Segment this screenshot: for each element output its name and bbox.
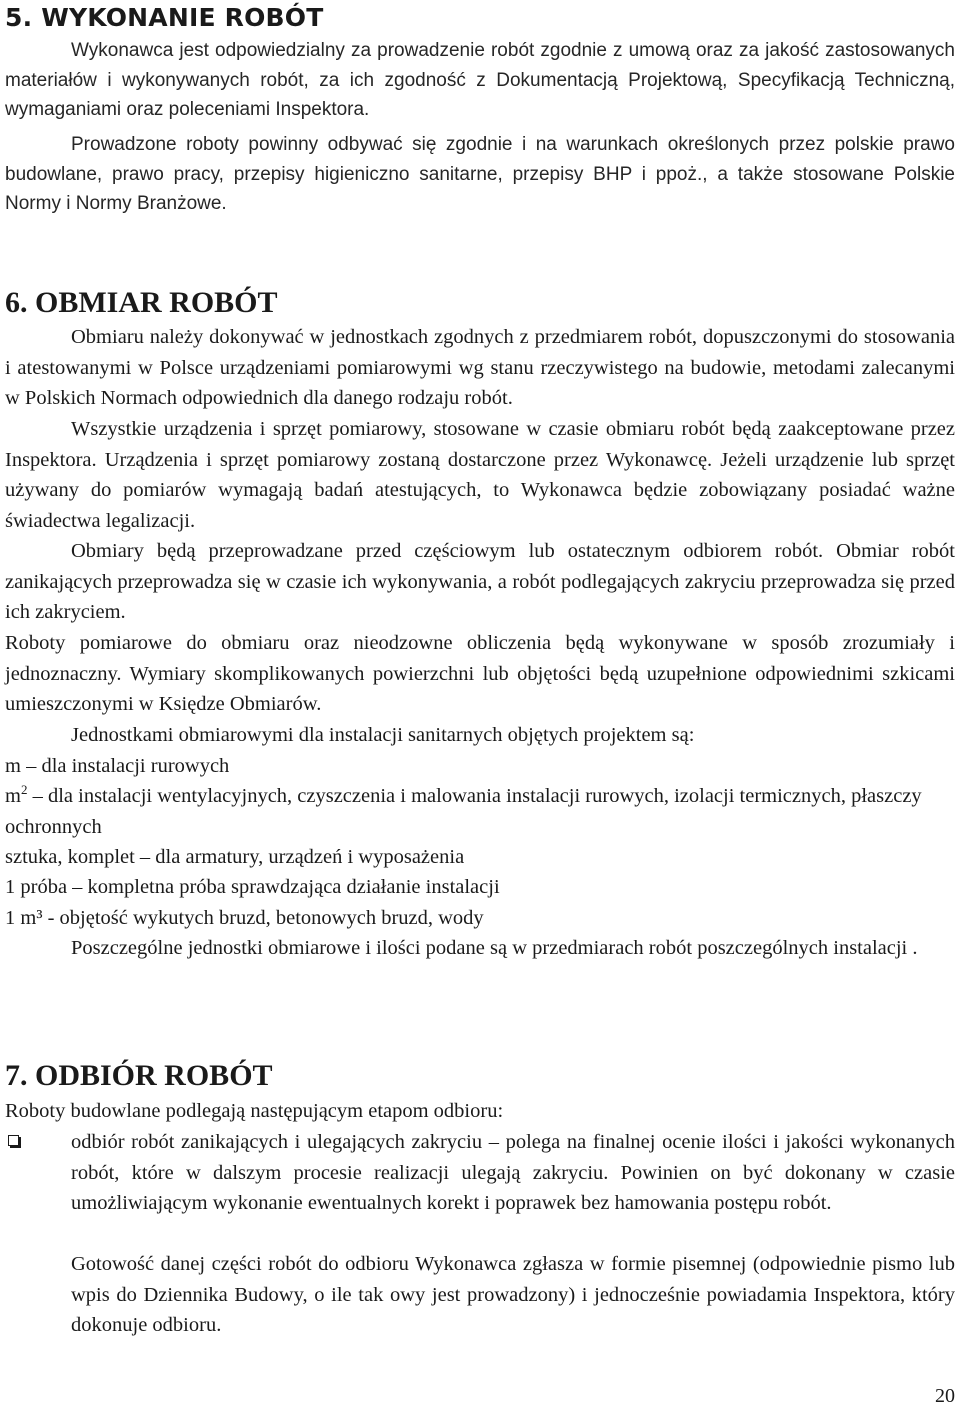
checkbox-bullet-icon [8, 1135, 19, 1146]
section-6-paragraph-2: Wszystkie urządzenia i sprzęt pomiarowy, stosowane w czasie obmiaru robót będą zaakceptowane przez Inspektora. Urządzenia i sprzęt pomiarowy zostaną dostarczone przez Wykonawcę. Jeżeli urządzenie lub sprzęt używany do pomiarów wymagają badań atestujących, to Wykonawca będzie zobowiązany posiadać ważne świadectwa legalizacji. [5, 418, 955, 532]
unit-m2-base: m [5, 785, 21, 807]
unit-item-proba: 1 próba – kompletna próba sprawdzająca działanie instalacji [5, 876, 500, 898]
section-6-units-intro: Jednostkami obmiarowymi dla instalacji sanitarnych objętych projektem są: [71, 724, 695, 746]
unit-m2-text: – dla instalacji wentylacyjnych, czyszczenia i malowania instalacji rurowych, izolacji termicznych, płaszczy ochronnych [5, 785, 922, 838]
section-5-paragraph-2: Prowadzone roboty powinny odbywać się zgodnie i na warunkach określonych przez polskie prawo budowlane, prawo pracy, przepisy higieniczno sanitarne, przepisy BHP i ppoż., a także stosowane Polskie Normy i Normy Branżowe. [5, 134, 955, 215]
unit-item-m2 [5, 781, 955, 842]
section-7-title: 7. ODBIÓR ROBÓT [5, 1059, 273, 1092]
section-7-intro: Roboty budowlane podlegają następującym etapom odbioru: [5, 1100, 504, 1122]
section-5-paragraph-1: Wykonawca jest odpowiedzialny za prowadzenie robót zgodnie z umową oraz za jakość zastosowanych materiałów i wykonywanych robót, za ich zgodność z Dokumentacją Projektową, Specyfikacją Techniczną, wymaganiami oraz poleceniami Inspektora. [5, 40, 955, 121]
section-6-paragraph-3: Obmiary będą przeprowadzane przed częściowym lub ostatecznym odbiorem robót. Obmiar robót zanikających przeprowadza się w czasie ich wykonywania, a robót podlegających zakryciu przeprowadza się przed ich zakryciem. [5, 540, 955, 623]
section-6-paragraph-4: Roboty pomiarowe do obmiaru oraz nieodzowne obliczenia będą wykonywane w sposób zrozumiały i jednoznaczny. Wymiary skomplikowanych powierzchni lub objętości będą uzupełnione odpowiednimi szkicami umieszczonymi w Księdze Obmiarów. [5, 632, 955, 715]
section-5-title: 5. WYKONANIE ROBÓT [5, 3, 324, 32]
unit-m2-superscript: 2 [20, 782, 28, 798]
unit-item-m: m – dla instalacji rurowych [5, 755, 230, 777]
unit-item-m3: 1 m³ - objętość wykutych bruzd, betonowych bruzd, wody [5, 907, 484, 929]
bullet-item-1: odbiór robót zanikających i ulegających zakryciu – polega na finalnej ocenie ilości i jakości wykonanych robót, które w dalszym procesie realizacji ulegają zakryciu. Powinien on być dokonany w czasie umożliwiającym wykonanie ewentualnych korekt i poprawek bez hamowania postępu robót. [71, 1131, 955, 1214]
unit-item-sztuka: sztuka, komplet – dla armatury, urządzeń i wyposażenia [5, 846, 465, 868]
page-number: 20 [935, 1385, 955, 1407]
section-6-paragraph-1: Obmiaru należy dokonywać w jednostkach zgodnych z przedmiarem robót, dopuszczonymi do stosowania i atestowanymi w Polsce urządzeniami pomiarowymi wg stanu rzeczywistego na budowie, metodami zalecanymi w Polskich Normach odpowiednich dla danego rodzaju robót. [5, 326, 955, 409]
section-6-paragraph-6: Poszczególne jednostki obmiarowe i ilości podane są w przedmiarach robót poszczególnych instalacji . [71, 937, 918, 959]
section-6-title: 6. OBMIAR ROBÓT [5, 286, 278, 319]
bullet-item-1-continuation: Gotowość danej części robót do odbioru Wykonawca zgłasza w formie pisemnej (odpowiednie pismo lub wpis do Dziennika Budowy, o ile tak owy jest prowadzony) i jednocześnie powiadamia Inspektora, który dokonuje odbioru. [71, 1253, 955, 1336]
